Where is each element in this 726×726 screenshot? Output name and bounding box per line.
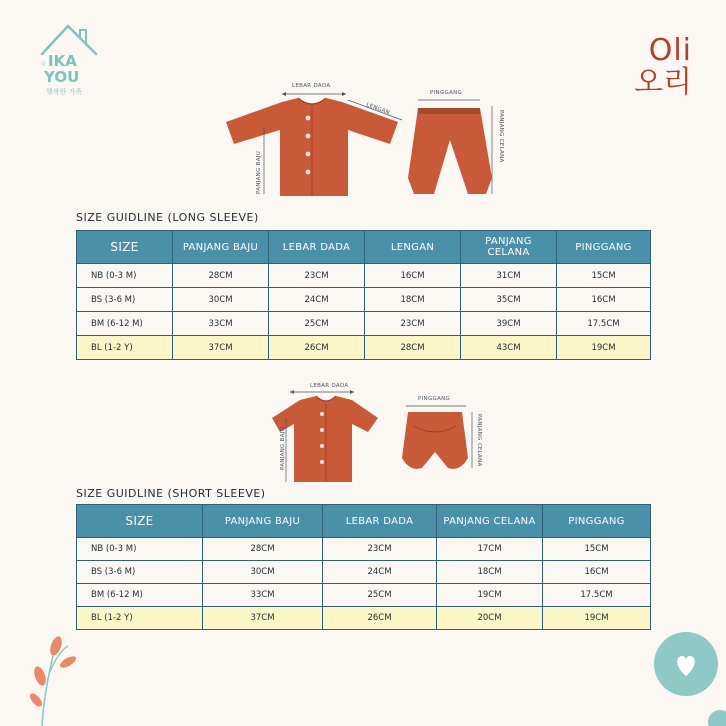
column-header: PINGGANG — [557, 231, 651, 264]
label-lebar-dada: LEBAR DADA — [292, 83, 331, 89]
table-cell: NB (0-3 M) — [77, 264, 173, 288]
heart-badge-icon — [652, 630, 726, 726]
table-cell: 24CM — [323, 561, 437, 584]
column-header: LEBAR DADA — [269, 231, 365, 264]
table-cell: 25CM — [269, 312, 365, 336]
table-row — [77, 538, 651, 561]
column-header: PANJANG CELANA — [461, 231, 557, 264]
long-sleeve-shirt-drawing — [226, 98, 398, 196]
table-cell: BL (1-2 Y) — [77, 607, 203, 630]
long-sleeve-illustration — [220, 78, 510, 208]
table-cell: 18CM — [365, 288, 461, 312]
table-cell: 19CM — [543, 607, 651, 630]
table-cell: 33CM — [173, 312, 269, 336]
table-cell: 23CM — [269, 264, 365, 288]
column-header: LEBAR DADA — [323, 505, 437, 538]
table-cell: 30CM — [173, 288, 269, 312]
table-cell: BL (1-2 Y) — [77, 336, 173, 360]
logo-text-top: IKA — [48, 52, 77, 70]
table-cell: 17.5CM — [543, 584, 651, 607]
table-row — [77, 584, 651, 607]
shorts-drawing — [402, 412, 468, 469]
table-cell: 15CM — [557, 264, 651, 288]
table-cell: BM (6-12 M) — [77, 584, 203, 607]
table-cell: 28CM — [173, 264, 269, 288]
long-sleeve-table — [76, 230, 651, 360]
table-cell: BS (3-6 M) — [77, 288, 173, 312]
table-cell: 37CM — [203, 607, 323, 630]
table-cell: 19CM — [557, 336, 651, 360]
label-pinggang: PINGGANG — [430, 90, 463, 96]
column-header: PANJANG BAJU — [203, 505, 323, 538]
column-header: SIZE — [77, 231, 173, 264]
logo-subtext: 행복한 가족 — [46, 88, 83, 96]
table-cell: 18CM — [437, 561, 543, 584]
label-panjang-celana: PANJANG CELANA — [476, 414, 482, 467]
brand-name-en: Oli — [648, 33, 692, 68]
table-cell: BM (6-12 M) — [77, 312, 173, 336]
long-pants-drawing — [408, 108, 492, 194]
table-cell: BS (3-6 M) — [77, 561, 203, 584]
brand-name — [634, 33, 692, 100]
table-cell: 37CM — [173, 336, 269, 360]
table-cell: 15CM — [543, 538, 651, 561]
house-logo-icon — [36, 20, 116, 100]
short-sleeve-illustration — [272, 378, 502, 488]
table-header-row — [77, 505, 651, 538]
label-lengan: LENGAN — [365, 102, 391, 117]
table-cell: 23CM — [323, 538, 437, 561]
label-panjang-celana: PANJANG CELANA — [498, 110, 504, 163]
table-header-row — [77, 231, 651, 264]
table-cell: 16CM — [543, 561, 651, 584]
label-pinggang: PINGGANG — [418, 396, 451, 402]
table-cell: 16CM — [557, 288, 651, 312]
brand-name-ko: 오리 — [634, 65, 692, 100]
leaf-branch-icon — [28, 632, 78, 726]
table-cell: 23CM — [365, 312, 461, 336]
table-cell: 33CM — [203, 584, 323, 607]
table-row — [77, 264, 651, 288]
table-cell: 35CM — [461, 288, 557, 312]
table-row — [77, 288, 651, 312]
short-sleeve-table — [76, 504, 651, 630]
ikayou-logo — [36, 20, 116, 100]
table-cell: 20CM — [437, 607, 543, 630]
table-cell: 17CM — [437, 538, 543, 561]
column-header: PANJANG CELANA — [437, 505, 543, 538]
table-row — [77, 312, 651, 336]
table-cell: 25CM — [323, 584, 437, 607]
long-sleeve-title: SIZE GUIDLINE (LONG SLEEVE) — [76, 211, 259, 224]
table-cell: 24CM — [269, 288, 365, 312]
table-cell: 28CM — [203, 538, 323, 561]
column-header: LENGAN — [365, 231, 461, 264]
table-row — [77, 561, 651, 584]
logo-text-bottom: YOU — [44, 68, 80, 86]
logo-small-text: ㅇ — [40, 60, 47, 68]
short-sleeve-title: SIZE GUIDLINE (SHORT SLEEVE) — [76, 487, 266, 500]
label-panjang-baju: PANJANG BAJU — [280, 426, 286, 470]
table-cell: 26CM — [269, 336, 365, 360]
short-sleeve-shirt-drawing — [272, 396, 378, 482]
table-cell: 26CM — [323, 607, 437, 630]
table-cell: 31CM — [461, 264, 557, 288]
column-header: SIZE — [77, 505, 203, 538]
table-cell: 19CM — [437, 584, 543, 607]
table-cell: 39CM — [461, 312, 557, 336]
table-cell: NB (0-3 M) — [77, 538, 203, 561]
table-row-highlighted — [77, 336, 651, 360]
label-lebar-dada: LEBAR DADA — [310, 383, 349, 389]
table-cell: 16CM — [365, 264, 461, 288]
table-cell: 17.5CM — [557, 312, 651, 336]
table-row-highlighted — [77, 607, 651, 630]
column-header: PANJANG BAJU — [173, 231, 269, 264]
table-cell: 30CM — [203, 561, 323, 584]
label-panjang-baju: PANJANG BAJU — [256, 150, 262, 194]
table-cell: 43CM — [461, 336, 557, 360]
table-cell: 28CM — [365, 336, 461, 360]
column-header: PINGGANG — [543, 505, 651, 538]
